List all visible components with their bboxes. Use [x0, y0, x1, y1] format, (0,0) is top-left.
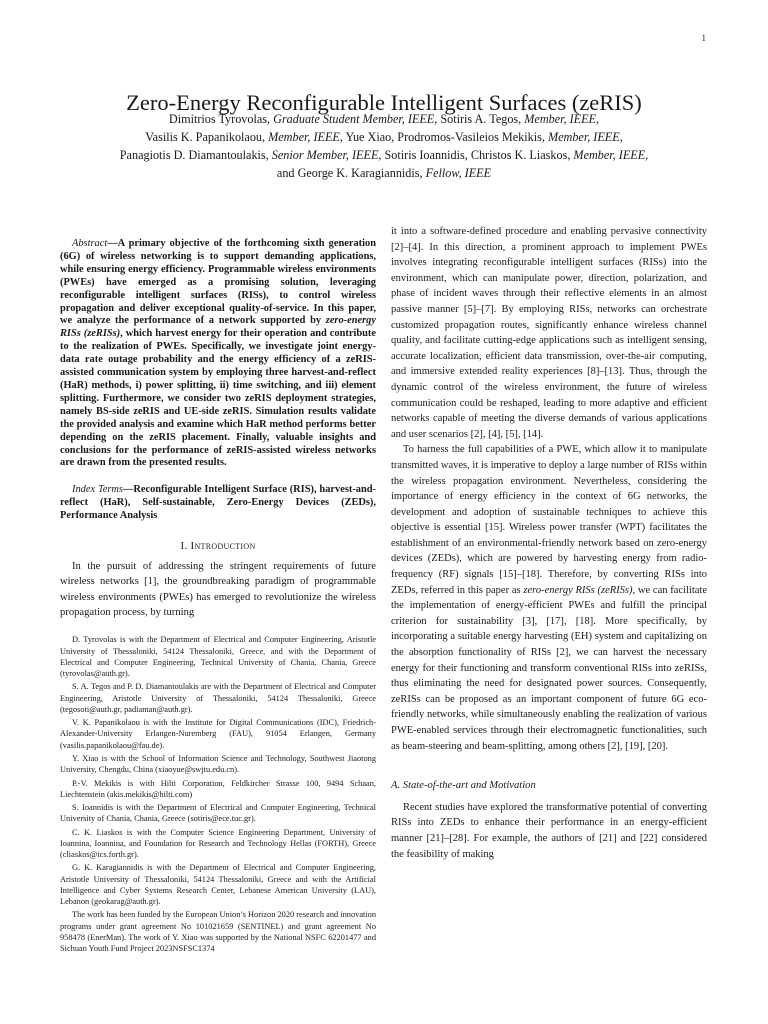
author-affiliations [60, 634, 376, 954]
footnote: S. Ioannidis is with the Department of Electrical and Computer Engineering, Technical University of Chania, Chania, Greece (sotiris@ece.tuc.gr). [60, 803, 376, 824]
subsection-heading: A. State-of-the-art and Motivation [391, 780, 536, 792]
left-column [60, 238, 376, 956]
footnote: P.-V. Mekikis is with Hilti Corporation, Feldkircher Strasse 100, 9494 Schaan, Liechtenstein (akis.mekikis@hilti.com) [60, 778, 376, 799]
footnote: The work has been funded by the European Union’s Horizon 2020 research and innovation programs under grant agreement No 101021659 (SENTINEL) and grant agreement No 958478 (EnerMan). The work of Y. Xiao was supported by the National NSFC 62201477 and Sichuan Youth Fund Project 2023NSFSC1374 [60, 910, 376, 954]
author-line-1: Dimitrios Tyrovolas, Graduate Student Member, IEEE, Sotiris A. Tegos, Member, IEEE, [168, 112, 600, 126]
footnote: C. K. Liaskos is with the Computer Science Engineering Department, University of Ioannina, Ioannina, and Foundation for Research and Technology Hellas (FORTH), Greece (cliaskos@ics.forth.gr). [60, 827, 376, 860]
paper-title: Zero-Energy Reconfigurable Intelligent Surfaces (zeRIS) [126, 90, 642, 116]
author-line-3: Panagiotis D. Diamantoulakis, Senior Member, IEEE, Sotiris Ioannidis, Christos K. Liaskos, Member, IEEE, [119, 148, 649, 162]
footnote: S. A. Tegos and P. D. Diamantoulakis are with the Department of Electrical and Computer Engineering, Aristotle University of Thessaloniki, 54124 Thessaloniki, Greece (tegosoti@auth.gr, padiaman@auth.gr). [60, 682, 376, 714]
body-paragraph: Recent studies have explored the transformative potential of converting RISs into ZEDs to enhance their performance in an energy-efficient manner [21]–[28]. For example, the authors of [21] and [22] considered the feasibility of making [391, 801, 707, 860]
footnote: V. K. Papanikolaou is with the Institute for Digital Communications (IDC), Friedrich-Alexander-University Erlangen-Nuremberg (FAU), 91054 Erlangen, Germany (vasilis.papanikolaou@fau.de). [60, 718, 376, 750]
author-line-4: and George K. Karagiannidis, Fellow, IEEE [276, 166, 492, 180]
introduction-paragraph: In the pursuit of addressing the stringent requirements of future wireless networks [1], the groundbreaking paradigm of programmable wireless environments (PWEs) has emerged to revolutionize the wireless propagation process, by turning [60, 561, 376, 619]
author-list [40, 110, 728, 182]
footnote: G. K. Karagiannidis is with the Department of Electrical and Computer Engineering, Aristotle University of Thessaloniki, 54124 Thessaloniki, Greece and with the Artificial Intelligence and Cyber Systems Research Center, Lebanese American University (LAU), Lebanon (geokarag@auth.gr). [60, 863, 376, 907]
footnote: Y. Xiao is with the School of Information Science and Technology, Southwest Jiaotong University, Chengdu, China (xiaoyue@swjtu.edu.cn). [60, 753, 376, 775]
index-terms: Index Terms—Reconfigurable Intelligent Surface (RIS), harvest-and-reflect (HaR), Self-sustainable, Zero-Energy Devices (ZEDs), Performance Analysis [60, 484, 376, 522]
section-heading-introduction: I. Introduction [180, 540, 256, 553]
abstract: Abstract—A primary objective of the forthcoming sixth generation (6G) of wireless networking is to support demanding applications, while ensuring energy efficiency. Programmable wireless environments (PWEs) have emerged as a promising solution, leveraging reconfigurable intelligent surfaces (RISs), to control wireless propagation and deliver exceptional quality-of-service. In this paper, we analyze the performance of a network supported by zero-energy RISs (zeRISs), which harvest energy for their operation and contribute to the realization of PWEs. Specifically, we investigate joint energy-data rate outage probability and the energy efficiency of a zeRIS-assisted communication system by employing three harvest-and-reflect (HaR) methods, i) power splitting, ii) time switching, and iii) element splitting. Furthermore, we consider two zeRIS deployment strategies, namely BS-side zeRIS and UE-side zeRIS. Simulation results validate the provided analysis and examine which HaR method performs better depending on the zeRIS placement. Finally, valuable insights and conclusions for the performance of zeRIS-assisted wireless networks are drawn from the presented results. [60, 238, 376, 469]
body-paragraph: it into a software-defined procedure and enabling pervasive connectivity [2]–[4]. In this direction, a prominent approach to implement PWEs involves integrating reconfigurable intelligent surfaces (RISs) into the environment, which can manipulate power, direction, polarization, and phase of incident waves through their reflective elements in an almost passive manner [5]–[7]. By employing RISs, networks can orchestrate customized propagation routes, significantly enhance wireless channel quality, and facilitate cutting-edge applications such as intelligent sensing, accurate localization, efficient data transmission, over-the-air computing, and immersive extended reality experiences [8]–[13]. Thus, through the dynamic control of the wireless environment, the future of wireless communication could be reshaped, leading to more adaptive and efficient networks capable of meeting the diverse demands of various applications and user scenarios [2], [4], [5], [14]. [391, 226, 707, 440]
author-line-2: Vasilis K. Papanikolaou, Member, IEEE, Yue Xiao, Prodromos-Vasileios Mekikis, Member, IEEE, [145, 130, 623, 144]
body-paragraph: To harness the full capabilities of a PWE, which allow it to manipulate transmitted waves, it is imperative to deploy a large number of RISs within the wireless propagation environment. Nevertheless, considering the importance of energy efficiency in the context of 6G networks, the development and adoption of sustainable techniques to achieve this objective is essential [15]. Wireless power transfer (WPT) facilitates the establishment of an environmental-friendly network based on zero-energy devices (ZEDs), which are powered by harvesting energy from radio-frequency (RF) signals [15]–[18]. Therefore, by converting RISs into ZEDs, referred in this paper as zero-energy RISs (zeRISs), we can facilitate the implementation of energy-efficient PWEs and fulfill the principal criterion for sustainability [3], [17], [18]. More specifically, by incorporating a suitable energy harvesting (EH) system and capitalizing on the absorption functionality of RISs [2], we can harvest the necessary energy for their functioning and transform conventional RISs into zeRISs, thus eliminating the need for designated power sources. Consequently, zeRISs can be proposed as an important component of future 6G eco-friendly networks, while simultaneously enabling the realization of various PWE-enabled services through their electromagnetic functionalities, such as beam-steering and beam-splitting, among others [2], [19], [20]. [391, 444, 707, 752]
page-number: 1 [701, 33, 706, 43]
right-column [391, 224, 707, 862]
footnote: D. Tyrovolas is with the Department of Electrical and Computer Engineering, Aristotle University of Thessaloniki, 54124 Thessaloniki, Greece, and with the Department of Electrical and Computer Engineering, Technical University of Chania, Chania, Greece (tyrovolas@auth.gr). [60, 635, 376, 678]
